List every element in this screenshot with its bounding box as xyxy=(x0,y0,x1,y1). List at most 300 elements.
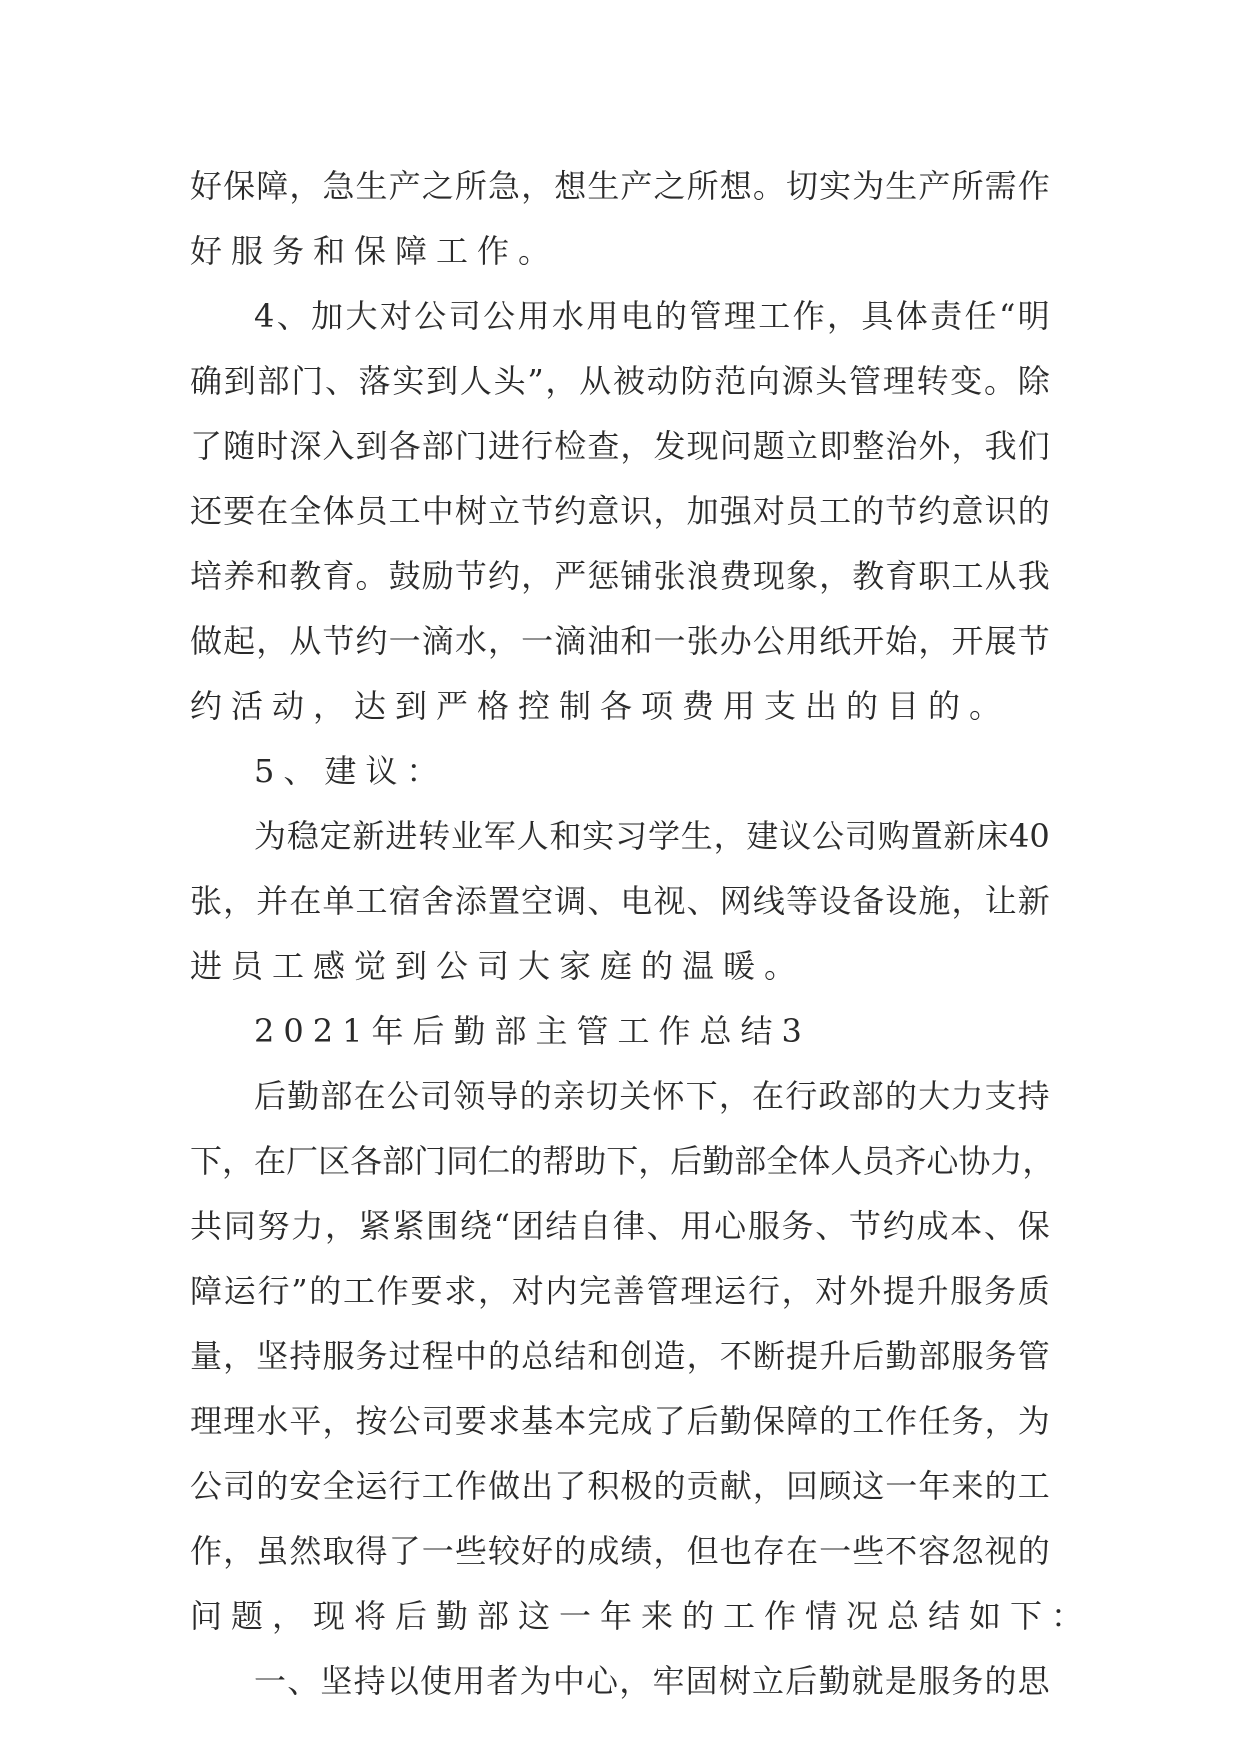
text-char: 生 xyxy=(355,167,388,205)
text-char: 之 xyxy=(421,167,454,205)
text-char: 关 xyxy=(619,1077,652,1115)
text-char: 政 xyxy=(818,1077,851,1115)
text-char: 、 xyxy=(983,1207,1016,1245)
text-char: 为 xyxy=(1017,1402,1050,1440)
text-line: 2021年后勤部主管工作总结3 xyxy=(254,1012,811,1050)
text-char: 等 xyxy=(785,882,818,920)
text-char: 回 xyxy=(785,1467,818,1505)
text-char: 作 xyxy=(792,297,825,335)
text-char: 的 xyxy=(554,1532,587,1570)
text-char: ， xyxy=(322,1402,355,1440)
text-char: 一 xyxy=(388,622,421,660)
text-char: 现 xyxy=(686,427,719,465)
text-char: 理 xyxy=(190,1402,223,1440)
text-char: 务 xyxy=(355,1337,388,1375)
text-char: 宿 xyxy=(388,882,421,920)
text-char: 在 xyxy=(254,1142,287,1180)
text-char: 产 xyxy=(620,167,653,205)
text-line: 好服务和保障工作。 xyxy=(190,232,560,270)
text-char: ， xyxy=(826,297,859,335)
text-char: 约 xyxy=(882,1207,915,1245)
text-char: 中 xyxy=(454,1337,487,1375)
text-char: 加 xyxy=(686,492,719,530)
text-char: 对 xyxy=(511,1272,544,1310)
text-char: 为 xyxy=(852,167,885,205)
text-char: 为 xyxy=(519,1662,552,1700)
text-char: 作 xyxy=(1017,167,1050,205)
text-char: 教 xyxy=(289,557,322,595)
text-char: 员 xyxy=(862,1142,895,1180)
text-char: 鼓 xyxy=(388,557,421,595)
text-char: 在 xyxy=(289,882,322,920)
text-char: 后 xyxy=(785,1662,818,1700)
text-char: 勤 xyxy=(818,1662,851,1700)
text-char: 置 xyxy=(487,882,520,920)
text-char: 团 xyxy=(511,1207,544,1245)
text-line xyxy=(190,1324,1050,1389)
text-char: 40 xyxy=(1009,817,1050,855)
text-char: 议 xyxy=(779,817,812,855)
text-char: 落 xyxy=(358,362,391,400)
text-char: 要 xyxy=(454,1402,487,1440)
text-char: 要 xyxy=(223,492,256,530)
text-char: 进 xyxy=(487,427,520,465)
text-char: ， xyxy=(487,622,520,660)
text-char: 为 xyxy=(254,817,287,855)
text-char: 、 xyxy=(324,362,357,400)
text-char: 坚 xyxy=(320,1662,353,1700)
text-char: 的 xyxy=(510,1142,543,1180)
text-char: 也 xyxy=(719,1532,752,1570)
text-char: 急 xyxy=(487,167,520,205)
text-char: 从 xyxy=(289,622,322,660)
text-char: 律 xyxy=(612,1207,645,1245)
text-char: 节 xyxy=(454,557,487,595)
text-char: 大 xyxy=(345,297,378,335)
text-char: 大 xyxy=(918,1077,951,1115)
text-char: 员 xyxy=(355,492,388,530)
text-char: 些 xyxy=(852,1532,885,1570)
text-line xyxy=(190,1259,1050,1324)
text-char: 从 xyxy=(579,362,612,400)
text-char: 运 xyxy=(223,1272,256,1310)
text-char: 切 xyxy=(586,1077,619,1115)
text-char: 明 xyxy=(1017,297,1050,335)
text-char: 外 xyxy=(849,1272,882,1310)
text-char: 行 xyxy=(388,1467,421,1505)
text-char: 勤 xyxy=(287,1077,320,1115)
text-char: 滴 xyxy=(421,622,454,660)
text-char: 整 xyxy=(852,427,885,465)
text-char: 这 xyxy=(852,1467,885,1505)
text-line xyxy=(190,1194,1050,1259)
text-char: 怀 xyxy=(652,1077,685,1115)
text-char: ， xyxy=(984,1402,1017,1440)
text-char: 视 xyxy=(984,1532,1017,1570)
text-char: ， xyxy=(619,1662,652,1700)
text-char: 部 xyxy=(421,427,454,465)
text-char: 设 xyxy=(885,882,918,920)
text-line xyxy=(190,1129,1055,1194)
text-char: 实 xyxy=(819,167,852,205)
text-char: 约 xyxy=(355,622,388,660)
text-char: 体 xyxy=(798,1142,831,1180)
text-char: 、 xyxy=(686,882,719,920)
text-char: 虽 xyxy=(256,1532,289,1570)
text-char: 在 xyxy=(785,1532,818,1570)
text-char: 心 xyxy=(714,1207,747,1245)
text-char: 员 xyxy=(785,492,818,530)
text-char: 铺 xyxy=(620,557,653,595)
text-char: 购 xyxy=(877,817,910,855)
text-char: 到 xyxy=(223,362,256,400)
text-char: 下 xyxy=(190,1142,223,1180)
text-char: 然 xyxy=(289,1532,322,1570)
text-char: 培 xyxy=(190,557,223,595)
text-char: 基 xyxy=(521,1402,554,1440)
text-char: 保 xyxy=(752,1402,785,1440)
text-char: 想 xyxy=(719,167,752,205)
text-char: 育 xyxy=(885,557,918,595)
text-char: 亲 xyxy=(552,1077,585,1115)
text-char: 完 xyxy=(587,1402,620,1440)
text-char: 生 xyxy=(885,167,918,205)
text-char: 心 xyxy=(586,1662,619,1700)
text-char: 树 xyxy=(454,492,487,530)
text-char: 务 xyxy=(984,1337,1017,1375)
text-char: 即 xyxy=(819,427,852,465)
text-char: 行 xyxy=(785,1077,818,1115)
text-char: 保 xyxy=(1017,1207,1050,1245)
text-char: ， xyxy=(223,882,256,920)
text-char: 的 xyxy=(884,1077,917,1115)
text-char: ， xyxy=(521,557,554,595)
text-char: 本 xyxy=(554,1402,587,1440)
text-char: 用 xyxy=(785,622,818,660)
text-char: 运 xyxy=(355,1467,388,1505)
text-char: 好 xyxy=(521,1532,554,1570)
text-char: 理 xyxy=(680,1272,713,1310)
text-char: 们 xyxy=(1017,427,1050,465)
text-line xyxy=(190,414,1050,479)
text-char: ， xyxy=(223,1532,256,1570)
text-char: 一 xyxy=(653,622,686,660)
text-char: 一 xyxy=(819,1532,852,1570)
text-char: 使 xyxy=(420,1662,453,1700)
text-char: 立 xyxy=(487,492,520,530)
text-char: 一 xyxy=(885,1467,918,1505)
text-char: 一 xyxy=(254,1662,287,1700)
text-char: 管 xyxy=(689,297,722,335)
text-char: 绩 xyxy=(620,1532,653,1570)
text-char: 严 xyxy=(554,557,587,595)
text-char: ” xyxy=(291,1272,308,1310)
text-char: 忽 xyxy=(951,1532,984,1570)
text-char: 管 xyxy=(1017,1337,1050,1375)
text-char: 题 xyxy=(752,427,785,465)
text-line xyxy=(190,284,1050,349)
text-char: 和 xyxy=(620,622,653,660)
text-char: 区 xyxy=(318,1142,351,1180)
text-char: 电 xyxy=(620,882,653,920)
text-char: 自 xyxy=(579,1207,612,1245)
text-char: 司 xyxy=(844,817,877,855)
text-char: 求 xyxy=(444,1272,477,1310)
text-line xyxy=(190,869,1050,934)
text-char: 结 xyxy=(545,1207,578,1245)
text-char: 线 xyxy=(752,882,785,920)
text-char: 求 xyxy=(487,1402,520,1440)
text-char: 任 xyxy=(964,297,997,335)
text-char: 源 xyxy=(781,362,814,400)
text-char: 树 xyxy=(718,1662,751,1700)
text-char: 识 xyxy=(984,492,1017,530)
text-char: 助 xyxy=(574,1142,607,1180)
text-char: 取 xyxy=(322,1532,355,1570)
text-char: 后 xyxy=(686,1402,719,1440)
text-char: 完 xyxy=(579,1272,612,1310)
text-char: ， xyxy=(918,622,951,660)
text-char: 工 xyxy=(355,882,388,920)
text-char: 仁 xyxy=(478,1142,511,1180)
text-char: 展 xyxy=(984,622,1017,660)
text-char: 下 xyxy=(606,1142,639,1180)
text-char: 养 xyxy=(223,557,256,595)
text-char: ， xyxy=(223,1337,256,1375)
text-char: 行 xyxy=(747,1272,780,1310)
text-char: 作 xyxy=(190,1532,223,1570)
text-char: 下 xyxy=(685,1077,718,1115)
text-char: 的 xyxy=(1017,492,1050,530)
text-char: 务 xyxy=(951,1662,984,1700)
text-char: 习 xyxy=(615,817,648,855)
text-char: ， xyxy=(324,1207,357,1245)
text-char: 一 xyxy=(421,1532,454,1570)
text-char: 中 xyxy=(421,492,454,530)
text-char: ， xyxy=(620,427,653,465)
text-char: 帮 xyxy=(542,1142,575,1180)
text-char: 立 xyxy=(785,427,818,465)
text-char: 得 xyxy=(355,1532,388,1570)
text-line xyxy=(190,479,1050,544)
text-char: 行 xyxy=(521,427,554,465)
text-char: 入 xyxy=(322,427,355,465)
text-char: 职 xyxy=(918,557,951,595)
text-char: 公 xyxy=(414,297,447,335)
text-char: 司 xyxy=(421,1402,454,1440)
text-char: 新 xyxy=(943,817,976,855)
text-char: 检 xyxy=(554,427,587,465)
text-char: 工 xyxy=(343,1272,376,1310)
text-char: 公 xyxy=(386,1077,419,1115)
text-char: 是 xyxy=(884,1662,917,1700)
text-char: 深 xyxy=(289,427,322,465)
text-char: 开 xyxy=(951,622,984,660)
text-char: “ xyxy=(493,1207,510,1245)
text-char: 教 xyxy=(852,557,885,595)
text-char: 节 xyxy=(322,622,355,660)
text-char: 向 xyxy=(747,362,780,400)
text-char: 约 xyxy=(918,492,951,530)
text-char: 外 xyxy=(918,427,951,465)
text-char: 在 xyxy=(256,492,289,530)
text-char: 量 xyxy=(190,1337,223,1375)
text-char: 象 xyxy=(785,557,818,595)
text-char: 设 xyxy=(819,882,852,920)
text-char: 工 xyxy=(1017,1467,1050,1505)
text-char: 开 xyxy=(852,622,885,660)
text-char: 和 xyxy=(587,1337,620,1375)
text-char: 部 xyxy=(851,1077,884,1115)
text-char: 务 xyxy=(983,1272,1016,1310)
text-char: 生 xyxy=(587,167,620,205)
text-char: 始 xyxy=(885,622,918,660)
text-char: 立 xyxy=(752,1662,785,1700)
text-char: 以 xyxy=(386,1662,419,1700)
text-char: 勤 xyxy=(885,1337,918,1375)
text-char: 升 xyxy=(916,1272,949,1310)
text-char: 对 xyxy=(379,297,412,335)
text-char: 升 xyxy=(819,1337,852,1375)
text-line: 约活动，达到严格控制各项费用支出的目的。 xyxy=(190,687,1011,725)
text-char: 提 xyxy=(785,1337,818,1375)
text-char: 变 xyxy=(950,362,983,400)
text-char: 力 xyxy=(990,1142,1023,1180)
text-char: 舍 xyxy=(421,882,454,920)
text-char: 。 xyxy=(752,167,785,205)
text-char: 务 xyxy=(781,1207,814,1245)
text-char: 部 xyxy=(734,1142,767,1180)
text-char: 的 xyxy=(852,492,885,530)
text-char: 水 xyxy=(454,622,487,660)
text-char: 节 xyxy=(521,492,554,530)
text-char: 具 xyxy=(861,297,894,335)
text-char: 好 xyxy=(190,167,223,205)
text-line xyxy=(190,1649,1050,1714)
text-char: 我 xyxy=(984,427,1017,465)
text-line xyxy=(190,544,1050,609)
text-char: 同 xyxy=(446,1142,479,1180)
text-line xyxy=(190,1519,1050,1584)
text-char: 作 xyxy=(885,1402,918,1440)
text-char: 程 xyxy=(421,1337,454,1375)
text-char: 服 xyxy=(950,1272,983,1310)
text-char: 持 xyxy=(289,1337,322,1375)
text-char: 后 xyxy=(254,1077,287,1115)
text-char: 力 xyxy=(291,1207,324,1245)
text-char: 出 xyxy=(521,1467,554,1505)
text-char: 持 xyxy=(1017,1077,1050,1115)
text-char: 内 xyxy=(545,1272,578,1310)
text-char: 业 xyxy=(450,817,483,855)
text-char: 协 xyxy=(958,1142,991,1180)
text-char: 总 xyxy=(521,1337,554,1375)
text-char: 部 xyxy=(382,1142,415,1180)
text-char: 后 xyxy=(852,1337,885,1375)
text-char: ， xyxy=(289,167,322,205)
text-char: 所 xyxy=(951,167,984,205)
text-char: 、 xyxy=(815,1207,848,1245)
text-char: 的 xyxy=(984,1467,1017,1505)
text-char: 节 xyxy=(885,492,918,530)
text-char: 励 xyxy=(421,557,454,595)
text-char: 办 xyxy=(719,622,752,660)
text-char: ， xyxy=(521,167,554,205)
text-char: 的 xyxy=(655,297,688,335)
text-char: 造 xyxy=(653,1337,686,1375)
text-char: 电 xyxy=(620,297,653,335)
text-char: 牢 xyxy=(652,1662,685,1700)
text-char: 任 xyxy=(918,1402,951,1440)
text-char: 油 xyxy=(587,622,620,660)
text-char: 绕 xyxy=(459,1207,492,1245)
text-char: 领 xyxy=(453,1077,486,1115)
text-line: 问题，现将后勤部这一年来的工作情况总结如下： xyxy=(190,1597,1093,1635)
text-char: ， xyxy=(686,1337,719,1375)
text-char: 实 xyxy=(582,817,615,855)
text-char: 努 xyxy=(257,1207,290,1245)
text-char: 安 xyxy=(289,1467,322,1505)
text-char: 责 xyxy=(930,297,963,335)
text-char: ， xyxy=(951,427,984,465)
text-char: 防 xyxy=(680,362,713,400)
text-char: 不 xyxy=(885,1532,918,1570)
text-char: 顾 xyxy=(819,1467,852,1505)
text-char: 行 xyxy=(257,1272,290,1310)
text-char: 进 xyxy=(385,817,418,855)
text-char: 门 xyxy=(291,362,324,400)
text-char: 成 xyxy=(620,1402,653,1440)
text-char: 从 xyxy=(984,557,1017,595)
text-char: 了 xyxy=(190,427,223,465)
text-char: 除 xyxy=(1017,362,1050,400)
text-char: 了 xyxy=(653,1402,686,1440)
text-char: 全 xyxy=(322,1467,355,1505)
text-char: 坚 xyxy=(256,1337,289,1375)
text-char: 意 xyxy=(587,492,620,530)
text-char: 和 xyxy=(549,817,582,855)
text-char: 要 xyxy=(410,1272,443,1310)
text-char: ” xyxy=(527,362,544,400)
text-char: 中 xyxy=(552,1662,585,1700)
text-char: ， xyxy=(638,1142,671,1180)
text-char: 质 xyxy=(1017,1272,1050,1310)
text-char: 本 xyxy=(950,1207,983,1245)
text-char: 产 xyxy=(918,167,951,205)
text-char: 体 xyxy=(895,297,928,335)
text-char: 查 xyxy=(587,427,620,465)
text-char: 生 xyxy=(680,817,713,855)
text-char: 空 xyxy=(521,882,554,920)
text-char: ， xyxy=(653,1532,686,1570)
text-char: 同 xyxy=(223,1207,256,1245)
text-char: 心 xyxy=(926,1142,959,1180)
text-char: 一 xyxy=(521,622,554,660)
text-char: 、 xyxy=(287,1662,320,1700)
text-char: 全 xyxy=(766,1142,799,1180)
text-char: 让 xyxy=(984,882,1017,920)
text-char: ， xyxy=(1022,1142,1055,1180)
text-char: 积 xyxy=(587,1467,620,1505)
text-char: 理 xyxy=(723,297,756,335)
text-char: 建 xyxy=(746,817,779,855)
text-char: 公 xyxy=(388,1402,421,1440)
text-char: 动 xyxy=(646,362,679,400)
text-char: 人 xyxy=(516,817,549,855)
text-char: 工 xyxy=(421,1467,454,1505)
text-char: 不 xyxy=(719,1337,752,1375)
text-char: 支 xyxy=(984,1077,1017,1115)
